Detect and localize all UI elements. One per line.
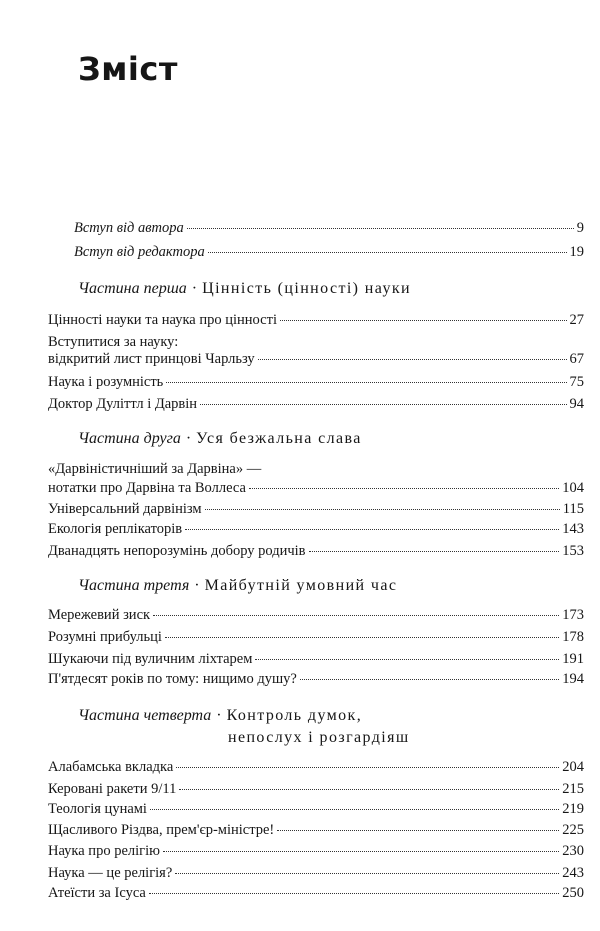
dot-leader: [166, 382, 566, 383]
toc-entry-page: 204: [562, 759, 584, 775]
toc-entry[interactable]: [48, 821, 584, 839]
dot-leader: [149, 893, 559, 894]
toc-entry-page: 191: [562, 651, 584, 667]
toc-entry-label: Шукаючи під вуличним ліхтарем: [48, 651, 253, 667]
toc-entry-first-line: «Дарвіністичніший за Дарвіна» —: [48, 461, 262, 477]
toc-entry-label: Екологія реплікаторів: [48, 521, 183, 537]
part-title-continued: непослух і розгардіяш: [228, 729, 410, 746]
dot-leader: [200, 404, 566, 405]
toc-entry[interactable]: [48, 758, 584, 776]
toc-entry-editor-intro[interactable]: [74, 243, 584, 261]
toc-entry-page: 225: [562, 822, 584, 838]
dot-leader: [187, 228, 574, 229]
dot-leader: [175, 873, 559, 874]
part-title: Контроль думок,: [226, 707, 363, 724]
toc-entry-label: Вступ від редактора: [74, 244, 205, 260]
toc-entry[interactable]: [48, 311, 584, 329]
part-number: Частина третя: [78, 577, 190, 594]
toc-entry[interactable]: [48, 800, 584, 818]
dot-leader: [249, 488, 559, 489]
toc-entry-page: 178: [562, 629, 584, 645]
toc-entry-label: Щасливого Різдва, прем'єр-міністре!: [48, 822, 275, 838]
dot-leader: [309, 551, 560, 552]
toc-entry-label: Атеїсти за Ісуса: [48, 885, 146, 901]
toc-entry-label: Наука і розумність: [48, 374, 164, 390]
toc-entry[interactable]: [48, 884, 584, 902]
dot-leader: [176, 767, 559, 768]
toc-entry-page: 219: [562, 801, 584, 817]
part-heading-2: [78, 430, 362, 448]
toc-entry-label: Цінності науки та наука про цінності: [48, 312, 277, 328]
toc-entry[interactable]: [48, 628, 584, 646]
toc-entry-author-intro[interactable]: [74, 219, 584, 237]
toc-entry[interactable]: [48, 479, 584, 497]
toc-entry[interactable]: [48, 542, 584, 560]
dot-leader: [258, 359, 567, 360]
toc-entry[interactable]: [48, 650, 584, 668]
toc-entry-page: 243: [562, 865, 584, 881]
dot-leader: [300, 679, 559, 680]
dot-leader: [277, 830, 559, 831]
toc-entry-page: 104: [562, 480, 584, 496]
part-number: Частина четверта: [78, 707, 212, 724]
dot-leader: [179, 789, 559, 790]
toc-entry-page: 153: [562, 543, 584, 559]
part-heading-4: [78, 707, 362, 725]
toc-entry-page: 250: [562, 885, 584, 901]
toc-entry-page: 19: [569, 244, 584, 260]
dot-leader: [255, 659, 559, 660]
toc-entry-page: 94: [569, 396, 584, 412]
dot-leader: [153, 615, 559, 616]
part-separator: ·: [194, 577, 200, 594]
part-heading-1: [78, 280, 411, 298]
toc-entry-first-line: Вступитися за науку:: [48, 334, 179, 350]
toc-entry[interactable]: [48, 350, 584, 368]
toc-entry-page: 115: [562, 501, 584, 517]
page-title: Зміст: [78, 50, 178, 88]
toc-entry[interactable]: [48, 670, 584, 688]
toc-entry-label: Алабамська вкладка: [48, 759, 174, 775]
part-separator: ·: [216, 707, 222, 724]
part-separator: ·: [191, 280, 198, 297]
toc-entry[interactable]: [48, 373, 584, 391]
toc-entry[interactable]: [48, 606, 584, 624]
toc-entry-label: Універсальний дарвінізм: [48, 501, 202, 517]
toc-entry[interactable]: [48, 842, 584, 860]
part-separator: ·: [185, 430, 192, 447]
dot-leader: [150, 809, 559, 810]
toc-entry[interactable]: [48, 395, 584, 413]
toc-entry-label: Наука — це релігія?: [48, 865, 173, 881]
dot-leader: [163, 851, 559, 852]
part-title: Уся безжальна слава: [196, 430, 362, 447]
dot-leader: [208, 252, 567, 253]
part-number: Частина друга: [78, 430, 181, 447]
toc-entry-page: 194: [562, 671, 584, 687]
toc-entry-page: 215: [562, 781, 584, 797]
part-title: Цінність (цінності) науки: [202, 280, 411, 297]
toc-entry-page: 230: [562, 843, 584, 859]
dot-leader: [205, 509, 560, 510]
toc-entry-label: П'ятдесят років по тому: нищимо душу?: [48, 671, 297, 687]
part-heading-3: [78, 577, 397, 595]
part-number: Частина перша: [78, 280, 187, 297]
toc-entry-page: 9: [576, 220, 584, 236]
toc-entry-label: Дванадцять непорозумінь добору родичів: [48, 543, 306, 559]
toc-entry[interactable]: [48, 864, 584, 882]
toc-entry[interactable]: [48, 500, 584, 518]
toc-entry[interactable]: [48, 520, 584, 538]
toc-entry-label: Доктор Дуліттл і Дарвін: [48, 396, 198, 412]
dot-leader: [165, 637, 559, 638]
dot-leader: [280, 320, 567, 321]
part-title: Майбутній умовний час: [204, 577, 398, 594]
toc-entry-label: Керовані ракети 9/11: [48, 781, 177, 797]
dot-leader: [185, 529, 559, 530]
toc-entry-page: 173: [562, 607, 584, 623]
toc-entry[interactable]: [48, 780, 584, 798]
toc-entry-page: 27: [569, 312, 584, 328]
toc-entry-label: Наука про релігію: [48, 843, 160, 859]
toc-entry-page: 67: [569, 351, 584, 367]
toc-entry-page: 143: [562, 521, 584, 537]
toc-entry-page: 75: [569, 374, 584, 390]
toc-entry-label: відкритий лист принцові Чарльзу: [48, 351, 255, 367]
toc-entry-label: нотатки про Дарвіна та Воллеса: [48, 480, 246, 496]
toc-entry-label: Вступ від автора: [74, 220, 184, 236]
toc-entry-label: Розумні прибульці: [48, 629, 162, 645]
toc-entry-label: Мережевий зиск: [48, 607, 151, 623]
toc-entry-label: Теологія цунамі: [48, 801, 147, 817]
